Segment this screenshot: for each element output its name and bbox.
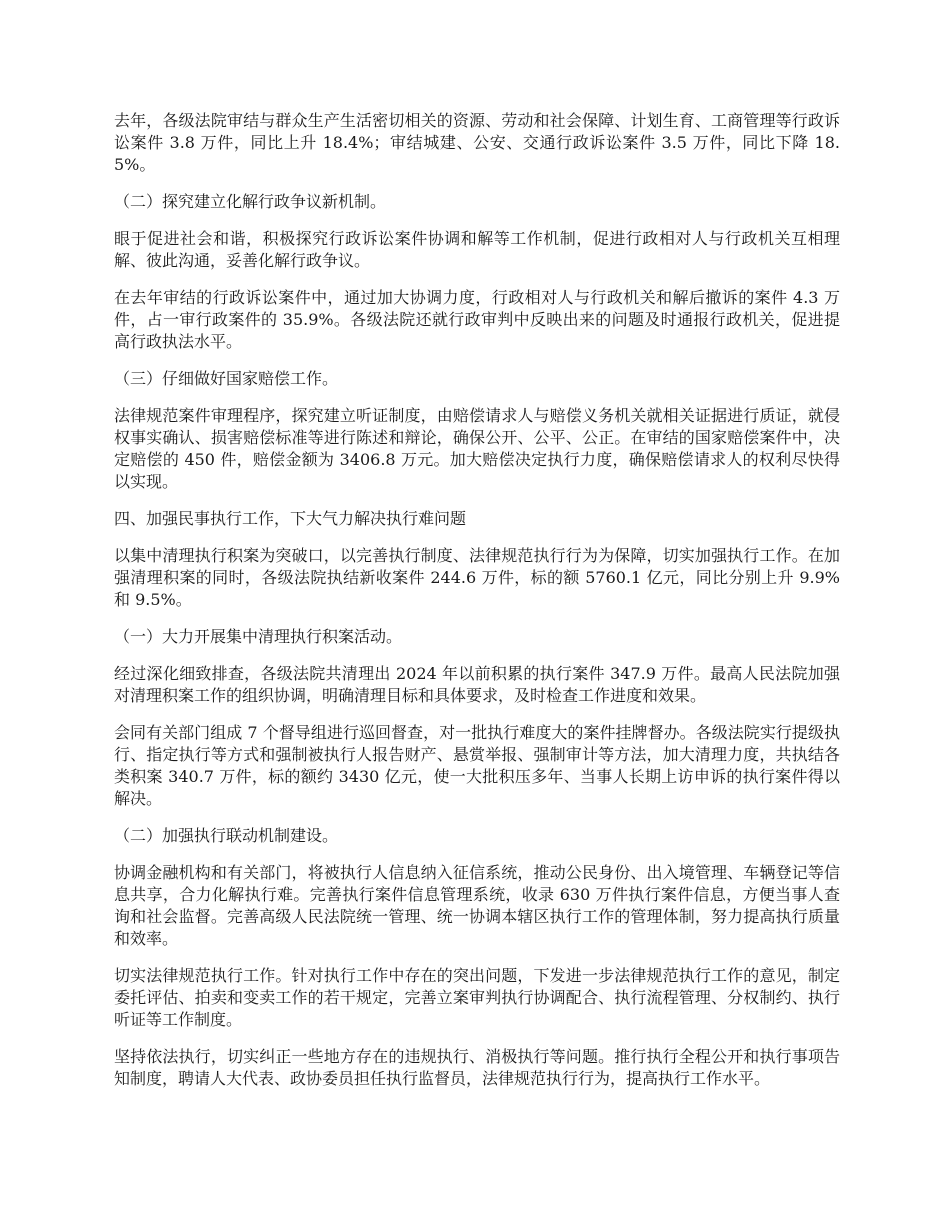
subheading-backlog-clearing: （一）大力开展集中清理执行积案活动。	[114, 627, 403, 646]
document-body	[114, 110, 840, 1105]
subheading-dispute-mechanism: （二）探究建立化解行政争议新机制。	[114, 192, 387, 211]
paragraph-supervision-groups: 会同有关部门组成 7 个督导组进行巡回督查，对一批执行难度大的案件挂牌督办。各级法院实行提级执行、指定执行等方式和强制被执行人报告财产、悬赏举报、强制审计等方法，加大清理力度，共执结各类积案 340.7 万件，标的额约 3430 亿元，使一大批积压多年、当事人长期上访申诉的执行案件得以解决。	[114, 723, 840, 808]
paragraph-backlog-survey: 经过深化细致排查，各级法院共清理出 2024 年以前积累的执行案件 347.9 万件。最高人民法院加强对清理积案工作的组织协调，明确清理目标和具体要求，及时检查工作进度和效果。	[114, 664, 840, 705]
paragraph-financial-coordination: 协调金融机构和有关部门，将被执行人信息纳入征信系统，推动公民身份、出入境管理、车辆登记等信息共享，合力化解执行难。完善执行案件信息管理系统，收录 630 万件执行案件信息，方便当事人查询和社会监督。完善高级人民法院统一管理、统一协调本辖区执行工作的管理体制，努力提高执行质量和效率。	[114, 863, 840, 948]
paragraph-execution-overview: 以集中清理执行积案为突破口，以完善执行制度、法律规范执行行为为保障，切实加强执行工作。在加强清理积案的同时，各级法院执结新收案件 244.6 万件，标的额 5760.1 亿元，同比分别上升 9.9%和 9.5%。	[114, 546, 840, 609]
paragraph-execution-standards: 切实法律规范执行工作。针对执行工作中存在的突出问题，下发进一步法律规范执行工作的意见，制定委托评估、拍卖和变卖工作的若干规定，完善立案审判执行协调配合、执行流程管理、分权制约、执行听证等工作制度。	[114, 966, 840, 1029]
subheading-state-compensation: （三）仔细做好国家赔偿工作。	[114, 369, 339, 388]
paragraph-civil-admin-cases: 去年，各级法院审结与群众生产生活密切相关的资源、劳动和社会保障、计划生育、工商管理等行政诉讼案件 3.8 万件，同比上升 18.4%；审结城建、公安、交通行政诉讼案件 3.5 万件，同比下降 18.5%。	[114, 111, 840, 174]
paragraph-social-harmony: 眼于促进社会和谐，积极探究行政诉讼案件协调和解等工作机制，促进行政相对人与行政机关互相理解、彼此沟通，妥善化解行政争议。	[114, 229, 840, 270]
section-heading-civil-execution: 四、加强民事执行工作，下大气力解决执行难问题	[114, 509, 467, 528]
subheading-linkage-mechanism: （二）加强执行联动机制建设。	[114, 826, 339, 845]
paragraph-compensation-procedure: 法律规范案件审理程序，探究建立听证制度，由赔偿请求人与赔偿义务机关就相关证据进行质证，就侵权事实确认、损害赔偿标准等进行陈述和辩论，确保公开、公平、公正。在审结的国家赔偿案件中，决定赔偿的 450 件，赔偿金额为 3406.8 万元。加大赔偿决定执行力度，确保赔偿请求人的权利尽快得以实现。	[114, 406, 840, 491]
paragraph-mediation-results: 在去年审结的行政诉讼案件中，通过加大协调力度，行政相对人与行政机关和解后撤诉的案件 4.3 万件，占一审行政案件的 35.9%。各级法院还就行政审判中反映出来的问题及时通报行政机关，促进提高行政执法水平。	[114, 288, 840, 351]
paragraph-lawful-execution: 坚持依法执行，切实纠正一些地方存在的违规执行、消极执行等问题。推行执行全程公开和执行事项告知制度，聘请人大代表、政协委员担任执行监督员，法律规范执行行为，提高执行工作水平。	[114, 1047, 840, 1088]
